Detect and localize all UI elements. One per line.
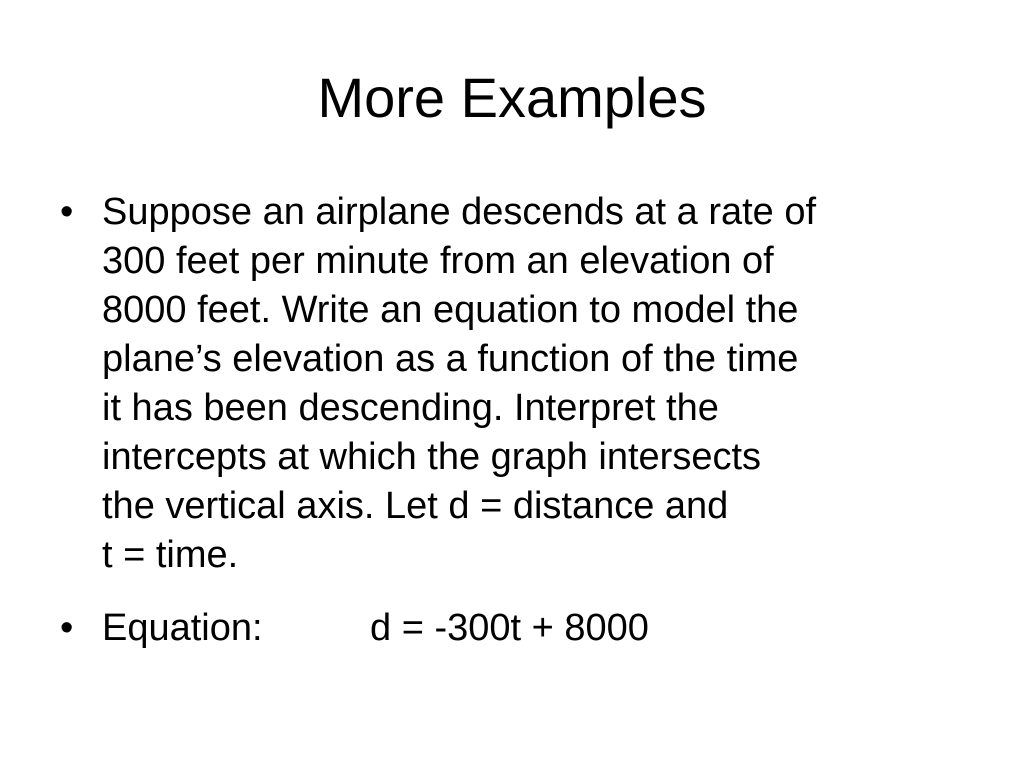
text-line: Suppose an airplane descends at a rate of <box>102 191 817 233</box>
text-line: the vertical axis. Let d = distance and <box>102 485 729 527</box>
bullet-list <box>0 188 1024 653</box>
text-line: it has been descending. Interpret the <box>102 387 719 429</box>
equation-value: d = -300t + 8000 <box>370 607 649 649</box>
bullet-icon: • <box>60 191 74 233</box>
slide-title: More Examples <box>317 66 707 129</box>
bullet-item-equation <box>0 604 1024 653</box>
text-line: t = time. <box>102 534 239 576</box>
equation-label: Equation: <box>102 607 263 649</box>
bullet-item-problem <box>0 188 1024 580</box>
bullet-icon: • <box>60 607 74 649</box>
text-line: plane’s elevation as a function of the time <box>102 338 799 380</box>
bullet-text <box>102 188 972 580</box>
bullet-text <box>102 604 972 653</box>
text-line: 8000 feet. Write an equation to model the <box>102 289 799 331</box>
text-line: intercepts at which the graph intersects <box>102 436 762 478</box>
text-line: 300 feet per minute from an elevation of <box>102 240 774 282</box>
